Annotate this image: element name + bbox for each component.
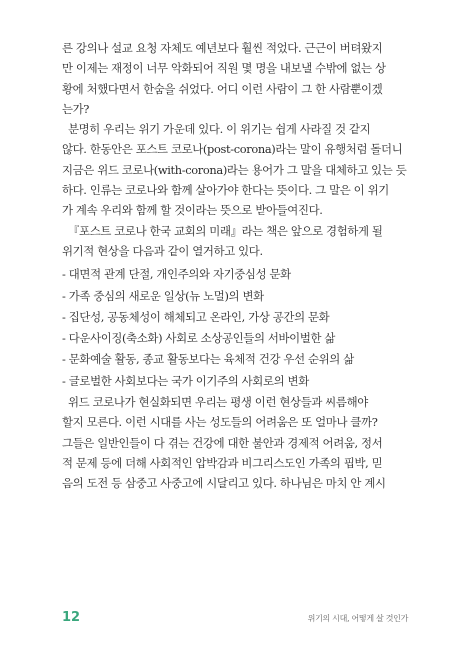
page-number: 12 (62, 610, 81, 625)
paragraph-3 (62, 221, 412, 262)
list-item: - 글로벌한 사회보다는 국가 이기주의 사회로의 변화 (62, 373, 309, 388)
list-item: - 문화예술 활동, 종교 활동보다는 육체적 건강 우선 순위의 삶 (62, 352, 354, 367)
paragraph-1 (62, 38, 412, 119)
text-line: 적 문제 등에 더해 사회적인 압박감과 비그리스도인 가족의 핍박, 믿 (62, 455, 383, 470)
paragraph-4 (62, 392, 412, 493)
list-item: - 집단성, 공동체성이 해체되고 온라인, 가상 공간의 문화 (62, 309, 330, 324)
text-line: 분명히 우리는 위기 가운데 있다. 이 위기는 쉽게 사라질 것 같지 (68, 122, 371, 137)
text-line: 『포스트 코로나 한국 교회의 미래』라는 책은 앞으로 경험하게 될 (68, 223, 383, 238)
page-footer (62, 610, 408, 630)
list-item: - 가족 중심의 새로운 일상(뉴 노멀)의 변화 (62, 288, 264, 303)
bullet-list (62, 264, 412, 392)
text-line: 황에 처했다면서 한숨을 쉬었다. 어디 이런 사람이 그 한 사람뿐이겠 (62, 81, 383, 96)
list-item: - 대면적 관계 단절, 개인주의와 자기중심성 문화 (62, 267, 291, 282)
text-line: 위드 코로나가 현실화되면 우리는 평생 이런 현상들과 씨름해야 (68, 395, 368, 410)
text-line: 위기적 현상을 다음과 같이 열거하고 있다. (62, 243, 263, 258)
text-line: 는가? (62, 101, 90, 116)
text-line: 그들은 일반인들이 다 겪는 건강에 대한 불안과 경제적 어려움, 정서 (62, 435, 383, 450)
text-line: 지금은 위드 코로나(with-corona)라는 용어가 그 말을 대체하고 있는 듯 (62, 162, 407, 177)
text-line: 하다. 인류는 코로나와 함께 살아가야 한다는 뜻이다. 그 말은 이 위기 (62, 183, 389, 198)
body-text (62, 38, 412, 494)
text-line: 음의 도전 등 삼중고 사중고에 시달리고 있다. 하나님은 마치 안 계시 (62, 476, 386, 491)
text-line: 만 이제는 재정이 너무 악화되어 직원 몇 명을 내보낼 수밖에 없는 상 (62, 61, 386, 76)
paragraph-2 (62, 119, 412, 220)
list-item: - 다운사이징(축소화) 사회로 소상공인들의 서바이벌한 삶 (62, 331, 336, 346)
text-line: 않다. 한동안은 포스트 코로나(post-corona)라는 말이 유행처럼 돌더니 (62, 142, 403, 157)
text-line: 할지 모른다. 이런 시대를 사는 성도들의 어려움은 또 얼마나 클까? (62, 415, 378, 430)
text-line: 른 강의나 설교 요청 자체도 예년보다 훨씬 적었다. 근근이 버텨왔지 (62, 41, 383, 55)
text-line: 가 계속 우리와 함께 할 것이라는 뜻으로 받아들여진다. (62, 203, 323, 218)
running-title: 위기의 시대, 어떻게 살 것인가 (307, 614, 408, 623)
